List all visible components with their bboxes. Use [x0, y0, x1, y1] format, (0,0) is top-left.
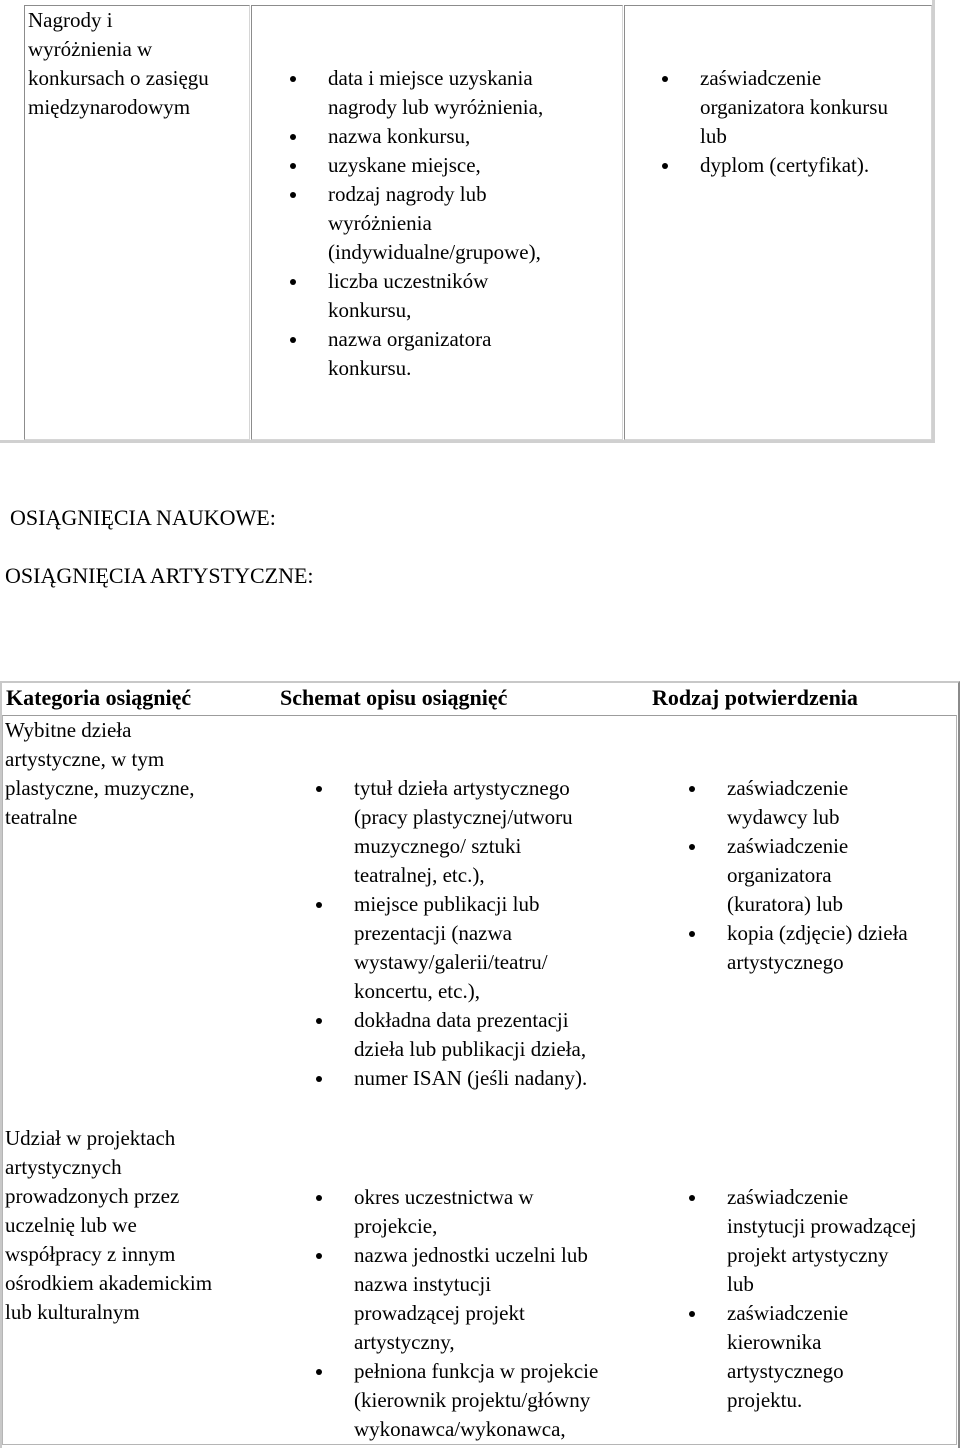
list-item: numer ISAN (jeśli nadany).: [354, 1064, 587, 1093]
list-item: data i miejsce uzyskania: [328, 64, 533, 93]
list-item-continuation: organizatora: [727, 863, 832, 887]
list-item-continuation: artystycznego: [727, 950, 844, 974]
list-item-continuation: artystycznego: [727, 1359, 844, 1383]
list-item-continuation: organizatora konkursu: [700, 95, 888, 119]
category-line: międzynarodowym: [28, 95, 191, 119]
list-item: okres uczestnictwa w: [354, 1183, 534, 1212]
category-line: artystyczne, w tym: [5, 747, 165, 771]
category-line: współpracy z innym: [5, 1242, 176, 1266]
list-item-continuation: muzycznego/ sztuki: [354, 834, 522, 858]
category-line: Nagrody i: [28, 8, 113, 32]
category-line: konkursach o zasięgu: [28, 66, 209, 90]
list-item: zaświadczenie: [727, 832, 848, 861]
category-line: ośrodkiem akademickim: [5, 1271, 213, 1295]
list-item-continuation: (kierownik projektu/główny: [354, 1388, 591, 1412]
list-item-continuation: prowadzącej projekt: [354, 1301, 525, 1325]
list-item-continuation: instytucji prowadzącej: [727, 1214, 917, 1238]
list-item: zaświadczenie: [700, 64, 821, 93]
category-line: wyróżnienia w: [28, 37, 153, 61]
list-item: tytuł dzieła artystycznego: [354, 774, 570, 803]
list-item: nazwa konkursu,: [328, 122, 470, 151]
category-line: artystycznych: [5, 1155, 122, 1179]
list-item: uzyskane miejsce,: [328, 151, 481, 180]
column-header-confirmation: Rodzaj potwierdzenia: [652, 685, 858, 710]
category-line: prowadzonych przez: [5, 1184, 180, 1208]
list-item-continuation: lub: [700, 124, 727, 148]
list-item-continuation: prezentacji (nazwa: [354, 921, 512, 945]
list-item: kopia (zdjęcie) dzieła: [727, 919, 908, 948]
list-item-continuation: koncertu, etc.),: [354, 979, 480, 1003]
column-header-category: Kategoria osiągnięć: [6, 685, 192, 710]
list-item-continuation: konkursu.: [328, 356, 412, 380]
list-item: liczba uczestników: [328, 267, 488, 296]
list-item-continuation: (pracy plastycznej/utworu: [354, 805, 573, 829]
list-item-continuation: wydawcy lub: [727, 805, 840, 829]
heading-scientific-achievements: OSIĄGNIĘCIA NAUKOWE:: [10, 505, 276, 530]
category-line: teatralne: [5, 805, 78, 829]
list-item-continuation: projektu.: [727, 1388, 803, 1412]
list-item-continuation: artystyczny,: [354, 1330, 455, 1354]
list-item-continuation: lub: [727, 1272, 754, 1296]
list-item: pełniona funkcja w projekcie: [354, 1357, 598, 1386]
category-line: lub kulturalnym: [5, 1300, 140, 1324]
list-item: zaświadczenie: [727, 1299, 848, 1328]
list-item-continuation: wykonawca/wykonawca,: [354, 1417, 566, 1441]
heading-artistic-achievements: OSIĄGNIĘCIA ARTYSTYCZNE:: [5, 563, 314, 588]
list-item: zaświadczenie: [727, 774, 848, 803]
list-item-continuation: projekcie,: [354, 1214, 438, 1238]
list-item: dyplom (certyfikat).: [700, 151, 869, 180]
list-item-continuation: dzieła lub publikacji dzieła,: [354, 1037, 587, 1061]
category-line: uczelnię lub we: [5, 1213, 137, 1237]
list-item-continuation: nagrody lub wyróżnienia,: [328, 95, 544, 119]
list-item-continuation: nazwa instytucji: [354, 1272, 492, 1296]
list-item-continuation: projekt artystyczny: [727, 1243, 889, 1267]
list-item-continuation: wystawy/galerii/teatru/: [354, 950, 548, 974]
category-line: Udział w projektach: [5, 1126, 176, 1150]
list-item: rodzaj nagrody lub: [328, 180, 487, 209]
category-line: Wybitne dzieła: [5, 718, 132, 742]
column-header-schema: Schemat opisu osiągnięć: [280, 685, 508, 710]
list-item: nazwa organizatora: [328, 325, 491, 354]
list-item-continuation: (kuratora) lub: [727, 892, 844, 916]
category-line: plastyczne, muzyczne,: [5, 776, 195, 800]
list-item: dokładna data prezentacji: [354, 1006, 569, 1035]
list-item: miejsce publikacji lub: [354, 890, 539, 919]
list-item-continuation: (indywidualne/grupowe),: [328, 240, 541, 264]
list-item-continuation: kierownika: [727, 1330, 822, 1354]
list-item: nazwa jednostki uczelni lub: [354, 1241, 588, 1270]
list-item-continuation: teatralnej, etc.),: [354, 863, 485, 887]
list-item-continuation: wyróżnienia: [328, 211, 432, 235]
list-item-continuation: konkursu,: [328, 298, 412, 322]
list-item: zaświadczenie: [727, 1183, 848, 1212]
